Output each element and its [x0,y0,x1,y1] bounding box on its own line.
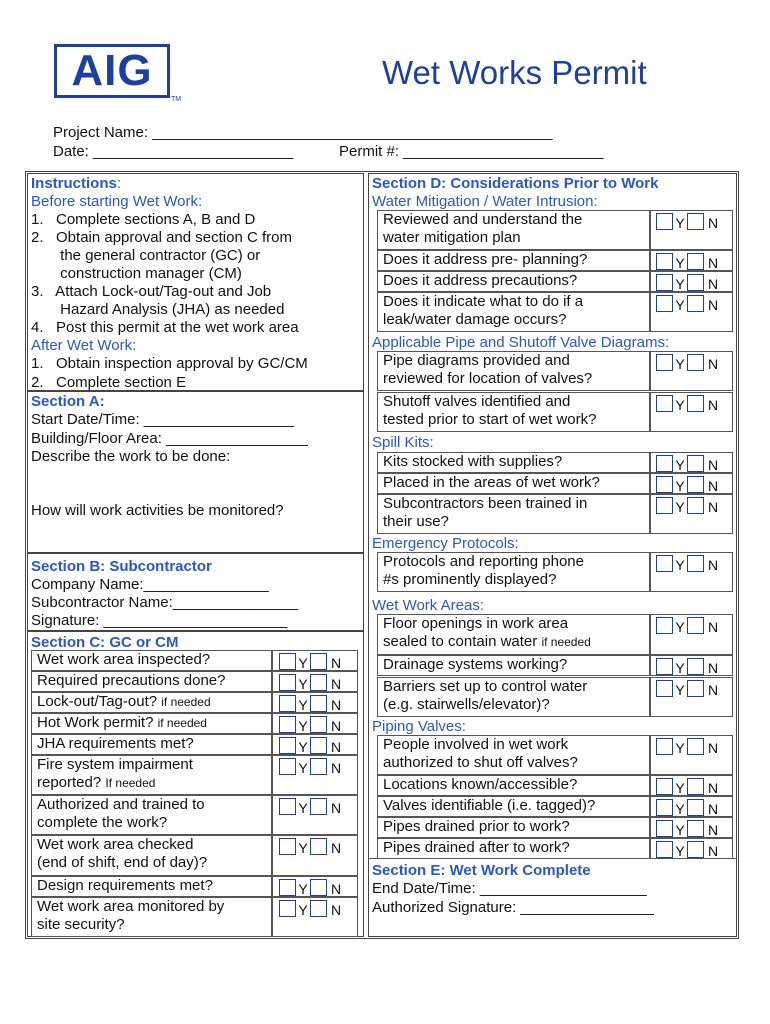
yes-checkbox[interactable] [279,716,296,733]
section-d-question [383,553,584,571]
no-label: N [331,676,342,692]
yes-checkbox[interactable] [656,841,673,858]
project-name-field[interactable]: Project Name: ________________________________________________ [53,124,553,141]
yes-no-checkbox [279,879,341,896]
yes-checkbox[interactable] [279,838,296,855]
yes-checkbox[interactable] [656,555,673,572]
no-checkbox[interactable] [310,798,327,815]
section-b-title: Section B: Subcontractor [31,558,212,575]
section-e-title: Section E: Wet Work Complete [372,862,591,879]
yes-label: Y [298,881,308,897]
yes-checkbox[interactable] [656,497,673,514]
yes-label: Y [298,902,308,918]
question-text: Pipes drained prior to work? [383,818,570,835]
no-label: N [708,276,719,292]
no-checkbox[interactable] [687,680,704,697]
section-d-question [383,571,556,589]
no-label: N [708,297,719,313]
section-d-question [383,311,566,329]
section-d-question [383,736,568,754]
question-text: People involved in wet work [383,736,569,753]
section-c-question [37,916,125,934]
section-c-question [37,714,207,732]
section-d-question [383,633,591,651]
yes-checkbox[interactable] [656,738,673,755]
instruction-step: construction manager (CM) [31,265,242,282]
yes-label: Y [675,780,685,796]
after-work-heading: After Wet Work: [31,337,137,354]
question-text: Drainage systems working? [383,656,568,673]
no-checkbox[interactable] [310,653,327,670]
yes-no-checkbox [656,680,718,697]
no-checkbox[interactable] [687,253,704,270]
yes-checkbox[interactable] [656,354,673,371]
permit-number-field[interactable]: Permit #: ________________________ [339,143,604,160]
question-text: tested prior to start of wet work? [383,411,597,428]
section-d-question [383,818,570,836]
question-text: site security? [37,916,125,933]
yes-no-checkbox [656,738,718,755]
yes-checkbox[interactable] [656,253,673,270]
authorized-signature-field[interactable]: Authorized Signature: ________________ [372,899,654,916]
no-checkbox[interactable] [310,737,327,754]
section-d-question [383,776,577,794]
yes-no-checkbox [279,737,341,754]
water-mitigation-heading: Water Mitigation / Water Intrusion: [372,193,598,210]
yes-checkbox[interactable] [279,695,296,712]
question-text: leak/water damage occurs? [383,311,567,328]
section-d-question [383,696,550,714]
no-checkbox[interactable] [687,476,704,493]
section-d-question [383,495,587,513]
no-checkbox[interactable] [310,879,327,896]
question-text: Barriers set up to control water [383,678,588,695]
section-d-question [383,797,595,815]
yes-checkbox[interactable] [279,737,296,754]
yes-checkbox[interactable] [656,395,673,412]
yes-label: Y [675,682,685,698]
building-floor-field[interactable]: Building/Floor Area: _________________ [31,430,308,447]
question-text: Shutoff valves identified and [383,393,571,410]
yes-no-checkbox [656,658,718,675]
no-checkbox[interactable] [310,674,327,691]
wet-work-areas-heading: Wet Work Areas: [372,597,484,614]
section-d-question [383,272,577,290]
question-text: Pipe diagrams provided and [383,352,570,369]
pipe-diagrams-heading: Applicable Pipe and Shutoff Valve Diagrams: [372,334,670,351]
no-label: N [708,215,719,231]
no-checkbox[interactable] [687,497,704,514]
question-text: Valves identifiable (i.e. tagged)? [383,797,596,814]
yes-checkbox[interactable] [656,476,673,493]
section-c-title: Section C: GC or CM [31,634,179,651]
yes-checkbox[interactable] [656,680,673,697]
yes-checkbox[interactable] [656,799,673,816]
no-label: N [708,255,719,271]
no-checkbox[interactable] [687,778,704,795]
question-note: if needed [157,716,207,730]
yes-checkbox[interactable] [656,658,673,675]
no-label: N [331,655,342,671]
question-note: if needed [161,695,211,709]
yes-no-checkbox [279,653,341,670]
question-text: Wet work area checked [37,836,194,853]
question-text: reported? [37,774,106,791]
before-work-heading: Before starting Wet Work: [31,193,203,210]
yes-no-checkbox [279,695,341,712]
yes-no-checkbox [656,497,718,514]
emergency-protocols-heading: Emergency Protocols: [372,535,519,552]
no-label: N [331,902,342,918]
yes-label: Y [675,557,685,573]
yes-label: Y [675,499,685,515]
question-text: Lock-out/Tag-out? [37,693,162,710]
yes-label: Y [675,255,685,271]
signature-field[interactable]: Signature: ______________________ [31,612,288,629]
yes-label: Y [675,297,685,313]
yes-checkbox[interactable] [656,778,673,795]
section-c-question [37,898,224,916]
section-c-question [37,756,193,774]
no-label: N [708,740,719,756]
no-label: N [708,557,719,573]
question-text: Subcontractors been trained in [383,495,588,512]
section-e-divider [368,858,737,859]
yes-no-checkbox [656,213,718,230]
section-c-question [37,693,211,711]
yes-checkbox[interactable] [656,820,673,837]
section-d-question [383,393,570,411]
yes-label: Y [298,676,308,692]
instruction-step: the general contractor (GC) or [31,247,261,264]
question-text: (e.g. stairwells/elevator)? [383,696,550,713]
yes-label: Y [298,655,308,671]
no-label: N [708,619,719,635]
no-checkbox[interactable] [687,555,704,572]
yes-no-checkbox [656,274,718,291]
yes-label: Y [675,215,685,231]
instruction-step: 1. Complete sections A, B and D [31,211,256,228]
yes-label: Y [675,843,685,859]
page-title: Wet Works Permit [382,54,647,91]
yes-no-checkbox [656,476,718,493]
section-d-question [383,678,587,696]
no-checkbox[interactable] [687,841,704,858]
question-text: Wet work area monitored by [37,898,225,915]
question-text: Authorized and trained to [37,796,205,813]
question-text: complete the work? [37,814,168,831]
section-d-question [383,229,521,247]
yes-checkbox[interactable] [656,274,673,291]
no-label: N [331,840,342,856]
yes-no-checkbox [279,758,341,775]
yes-label: Y [298,800,308,816]
no-label: N [708,499,719,515]
section-d-question [383,453,562,471]
yes-label: Y [298,697,308,713]
question-text: Does it indicate what to do if a [383,293,584,310]
yes-no-checkbox [656,778,718,795]
no-checkbox[interactable] [310,838,327,855]
no-label: N [331,881,342,897]
yes-no-checkbox [656,841,718,858]
company-name-field[interactable]: Company Name:_______________ [31,576,269,593]
section-d-question [383,754,578,772]
no-label: N [331,800,342,816]
yes-label: Y [675,276,685,292]
question-text: authorized to shut off valves? [383,754,578,771]
yes-no-checkbox [656,799,718,816]
question-note: If needed [105,776,156,790]
yes-label: Y [675,740,685,756]
no-label: N [331,739,342,755]
question-text: Pipes drained after to work? [383,839,570,856]
yes-no-checkbox [279,900,341,917]
yes-label: Y [675,619,685,635]
question-text: Required precautions done? [37,672,226,689]
section-d-question [383,293,583,311]
section-d-question [383,474,600,492]
yes-no-checkbox [279,674,341,691]
yes-label: Y [675,397,685,413]
yes-no-checkbox [656,354,718,371]
no-label: N [708,457,719,473]
section-d-question [383,352,570,370]
question-text: Wet work area inspected? [37,651,211,668]
section-d-question [383,656,567,674]
spill-kits-heading: Spill Kits: [372,434,434,451]
question-note: if needed [541,635,591,649]
no-checkbox[interactable] [687,295,704,312]
yes-no-checkbox [656,395,718,412]
no-label: N [708,780,719,796]
no-checkbox[interactable] [310,695,327,712]
yes-checkbox[interactable] [279,798,296,815]
question-text: reviewed for location of valves? [383,370,593,387]
no-label: N [708,397,719,413]
question-text: their use? [383,513,449,530]
question-text: water mitigation plan [383,229,521,246]
instruction-step: 2. Obtain approval and section C from [31,229,292,246]
no-checkbox[interactable] [687,455,704,472]
question-text: (end of shift, end of day)? [37,854,208,871]
aig-logo: AIG [54,44,170,98]
no-checkbox[interactable] [687,799,704,816]
yes-no-checkbox [656,820,718,837]
no-checkbox[interactable] [310,900,327,917]
yes-checkbox[interactable] [279,879,296,896]
no-label: N [708,660,719,676]
section-a-title: Section A: [31,393,105,410]
question-text: Protocols and reporting phone [383,553,584,570]
section-d-question [383,411,596,429]
yes-label: Y [298,760,308,776]
section-c-question [37,672,225,690]
question-text: Reviewed and understand the [383,211,583,228]
yes-no-checkbox [279,838,341,855]
question-text: Kits stocked with supplies? [383,453,563,470]
no-checkbox[interactable] [687,617,704,634]
section-d-question [383,211,582,229]
question-text: Does it address pre- planning? [383,251,588,268]
yes-checkbox[interactable] [279,900,296,917]
no-checkbox[interactable] [687,820,704,837]
yes-label: Y [675,457,685,473]
question-text: Placed in the areas of wet work? [383,474,600,491]
end-datetime-field[interactable]: End Date/Time: ____________________ [372,880,647,897]
yes-checkbox[interactable] [656,213,673,230]
section-c-question [37,836,193,854]
no-label: N [708,822,719,838]
no-label: N [708,843,719,859]
no-checkbox[interactable] [310,758,327,775]
yes-label: Y [675,660,685,676]
section-c-question [37,814,167,832]
no-label: N [708,478,719,494]
question-text: JHA requirements met? [37,735,194,752]
section-d-question [383,251,587,269]
question-text: Locations known/accessible? [383,776,578,793]
yes-label: Y [675,478,685,494]
instruction-step: 4. Post this permit at the wet work area [31,319,299,336]
question-text: Floor openings in work area [383,615,569,632]
no-label: N [708,356,719,372]
no-checkbox[interactable] [687,274,704,291]
no-checkbox[interactable] [310,716,327,733]
instruction-step: 1. Obtain inspection approval by GC/CM [31,355,308,372]
yes-label: Y [298,739,308,755]
question-text: Design requirements met? [37,877,213,894]
yes-no-checkbox [656,455,718,472]
yes-checkbox[interactable] [279,674,296,691]
describe-work-label: Describe the work to be done: [31,448,231,465]
monitoring-label: How will work activities be monitored? [31,502,284,519]
section-c-question [37,796,205,814]
instruction-step: 2. Complete section E [31,374,187,391]
yes-label: Y [675,356,685,372]
yes-checkbox[interactable] [656,295,673,312]
yes-no-checkbox [279,798,341,815]
question-text: Fire system impairment [37,756,193,773]
yes-label: Y [675,801,685,817]
no-checkbox[interactable] [687,738,704,755]
section-c-question [37,774,155,792]
start-datetime-field[interactable]: Start Date/Time: __________________ [31,411,294,428]
date-field[interactable]: Date: ________________________ [53,143,294,160]
no-label: N [708,801,719,817]
no-checkbox[interactable] [687,658,704,675]
yes-checkbox[interactable] [656,617,673,634]
section-d-title: Section D: Considerations Prior to Work [372,175,659,192]
yes-no-checkbox [656,617,718,634]
yes-label: Y [675,822,685,838]
yes-checkbox[interactable] [279,758,296,775]
section-d-question [383,615,568,633]
no-checkbox[interactable] [687,395,704,412]
question-text: #s prominently displayed? [383,571,557,588]
yes-no-checkbox [656,253,718,270]
no-checkbox[interactable] [687,354,704,371]
section-c-question [37,735,194,753]
question-text: sealed to contain water [383,633,542,650]
section-c-question [37,651,210,669]
instruction-step: Hazard Analysis (JHA) as needed [31,301,285,318]
question-text: Hot Work permit? [37,714,158,731]
no-label: N [708,682,719,698]
no-label: N [331,697,342,713]
no-label: N [331,718,342,734]
yes-label: Y [298,840,308,856]
instructions-title: Instructions: [31,175,122,192]
yes-no-checkbox [656,555,718,572]
no-label: N [331,760,342,776]
section-d-question [383,370,592,388]
no-checkbox[interactable] [687,213,704,230]
piping-valves-heading: Piping Valves: [372,718,466,735]
instruction-step: 3. Attach Lock-out/Tag-out and Job [31,283,272,300]
section-c-question [37,877,213,895]
section-d-question [383,839,570,857]
yes-no-checkbox [656,295,718,312]
yes-label: Y [298,718,308,734]
section-c-question [37,854,207,872]
yes-checkbox[interactable] [279,653,296,670]
subcontractor-name-field[interactable]: Subcontractor Name:_______________ [31,594,298,611]
question-text: Does it address precautions? [383,272,578,289]
trademark: TM [171,96,182,103]
yes-no-checkbox [279,716,341,733]
yes-checkbox[interactable] [656,455,673,472]
section-d-question [383,513,449,531]
